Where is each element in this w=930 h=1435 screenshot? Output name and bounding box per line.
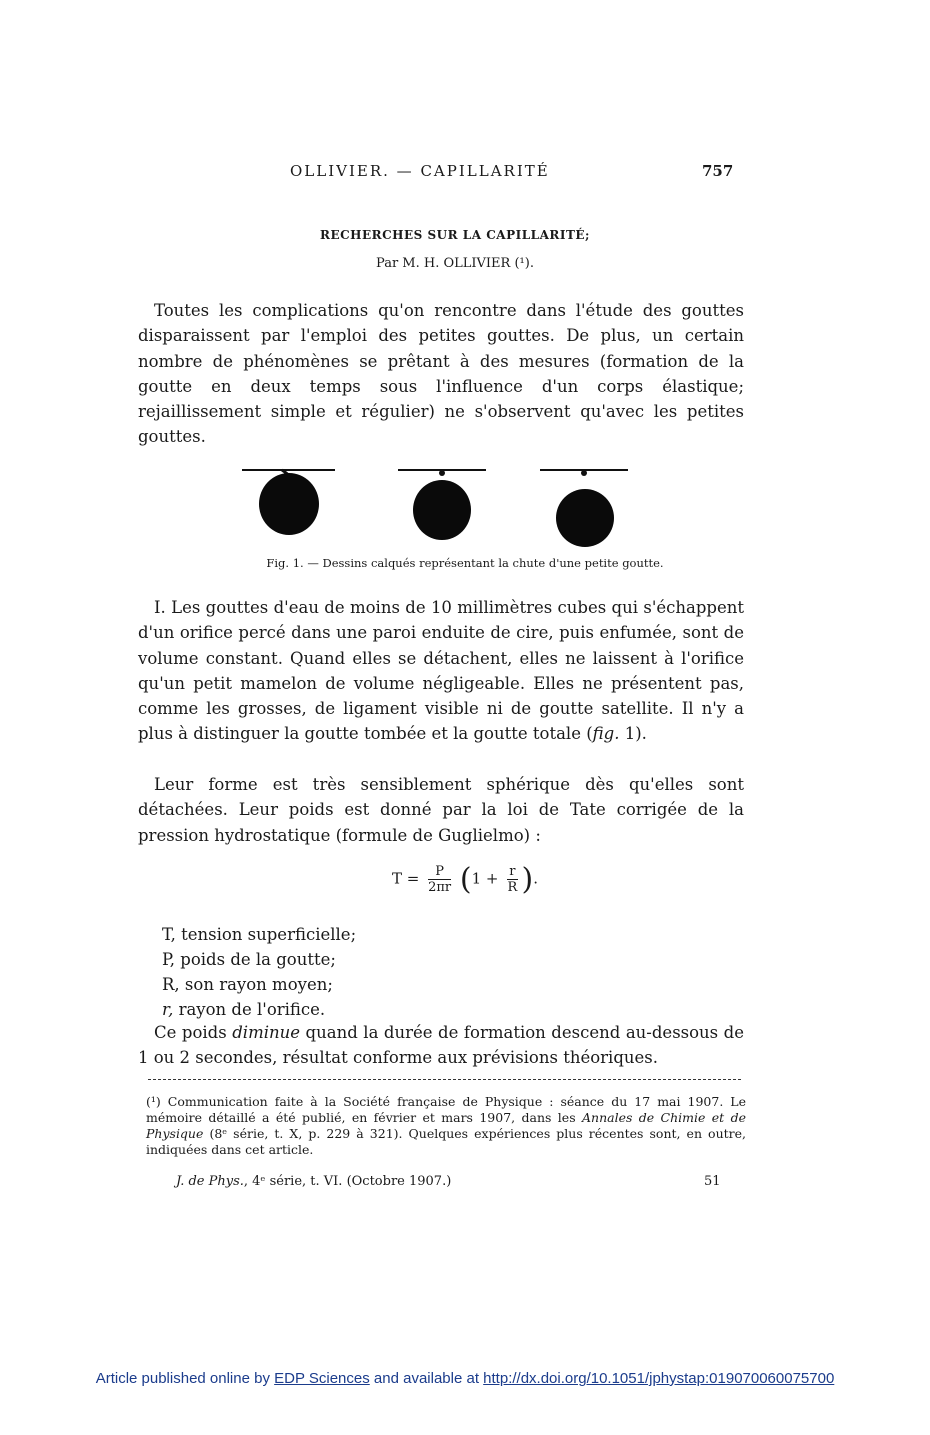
emphasis: diminue — [232, 1023, 301, 1042]
definition-symbol: R, — [162, 975, 180, 994]
formula-numerator: P — [428, 864, 451, 880]
formula-fraction — [428, 864, 451, 895]
section-one-tail: 1). — [619, 724, 647, 744]
definition-item — [162, 947, 336, 972]
journal-name: J. de Phys. — [176, 1174, 244, 1189]
conclusion-tail: quand la durée de formation descend au-dessous de 1 ou 2 secondes, résultat conforme aux prévisions théoriques. — [138, 1023, 745, 1068]
definition-text: son rayon moyen; — [184, 975, 333, 994]
formula-one: 1 + — [471, 869, 499, 888]
banner-text: Article published online by — [95, 1370, 275, 1387]
footnote-rule — [148, 1079, 741, 1080]
page-number: 757 — [702, 162, 734, 180]
tate-formula: T = $\frac{P}{2\pi r}$ (1 + $\frac{r}{R}$ ). — [391, 862, 539, 897]
journal-line — [176, 1174, 451, 1189]
figure-caption: Fig. 1. — Dessins calqués représentant la chute d'une petite goutte. — [266, 556, 664, 570]
definition-symbol: r, — [162, 1000, 174, 1019]
banner-text: and available at — [369, 1370, 484, 1387]
footnote-tail: (8ᵉ série, t. X, p. 229 à 321). Quelques expériences plus récentes sont, en outre, indiquées dans cet article. — [146, 1126, 746, 1157]
formula-end: . — [533, 869, 539, 888]
formula-ratio-numerator: r — [509, 864, 516, 879]
intro-paragraph: Toutes les complications qu'on rencontre dans l'étude des gouttes disparaissent par l'emploi des petites gouttes. De plus, un certain nombre de phénomènes se prêtant à des mesures (formation de la goutte en deux temps sous l'influence d'un corps élastique; rejaillissement simple et régulier) ne s'observent qu'avec les petites gouttes. — [138, 301, 744, 447]
footnote-journal: Annales de Chimie et de Physique — [146, 1110, 746, 1141]
definition-item — [162, 972, 333, 997]
formula-ratio-denominator: R — [507, 880, 518, 895]
article-title: RECHERCHES SUR LA CAPILLARITÉ; — [320, 228, 590, 242]
definition-symbol: P, — [162, 950, 176, 969]
publisher-link[interactable]: EDP Sciences — [274, 1370, 370, 1387]
conclusion-text: Ce poids — [154, 1023, 233, 1042]
definition-symbol: T, — [162, 925, 176, 944]
doi-link[interactable]: http://dx.doi.org/10.1051/jphystap:019070060075700 — [483, 1370, 835, 1387]
shape-paragraph: Leur forme est très sensiblement sphérique dès qu'elles sont détachées. Leur poids est donné par la loi de Tate corrigée de la pression hydrostatique (formule de Guglielmo) : — [138, 775, 744, 845]
conclusion-paragraph — [138, 1020, 744, 1071]
droplet-drawing-2 — [398, 470, 486, 540]
definition-text: tension superficielle; — [181, 925, 357, 944]
droplet-drawing-3 — [540, 470, 628, 547]
sheet-number: 51 — [704, 1174, 721, 1189]
byline: Par M. H. OLLIVIER (¹). — [376, 256, 534, 271]
journal-issue: , 4ᵉ série, t. VI. (Octobre 1907.) — [243, 1174, 452, 1189]
formula-denominator: 2πr — [428, 880, 452, 895]
droplet-drawing-1 — [242, 470, 335, 535]
running-head: OLLIVIER. — CAPILLARITÉ — [290, 162, 550, 180]
definition-item — [162, 922, 356, 947]
section-one-paragraph — [138, 595, 744, 747]
figure-reference: fig. — [592, 724, 620, 744]
formula-ratio — [507, 864, 517, 895]
formula-lhs: T = — [391, 869, 420, 888]
footnote-text: (¹) Communication faite à la Société française de Physique : séance du 17 mai 1907. Le mémoire détaillé a été publié, en février et mars 1907, dans les — [146, 1094, 746, 1125]
footnote — [146, 1094, 746, 1158]
section-one-text: I. Les gouttes d'eau de moins de 10 millimètres cubes qui s'échappent d'un orifice percé dans une paroi enduite de cire, puis enfumée, sont de volume constant. Quand elles se détachent, elles ne laissent à l'orifice qu'un petit mamelon de volume négligeable. Elles ne présentent pas, comme les grosses, de ligament visible ni de goutte satellite. Il n'y a plus à distinguer la goutte tombée et la goutte totale ( — [138, 598, 744, 744]
droplet-figure — [230, 462, 650, 552]
definition-text: poids de la goutte; — [180, 950, 336, 969]
definition-text: rayon de l'orifice. — [178, 1000, 326, 1019]
definition-item — [162, 997, 325, 1022]
publisher-banner — [0, 1370, 930, 1387]
